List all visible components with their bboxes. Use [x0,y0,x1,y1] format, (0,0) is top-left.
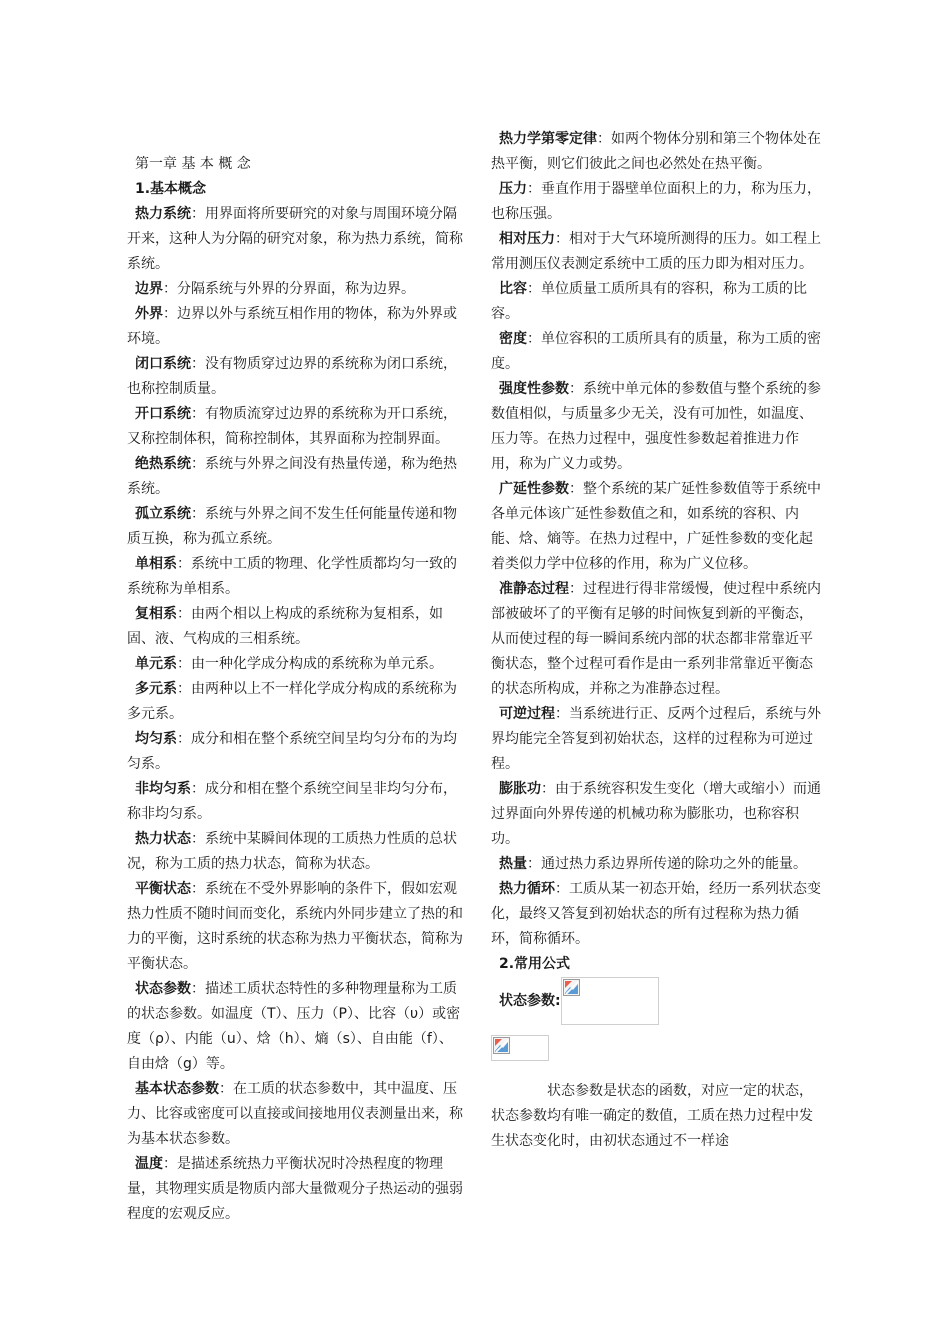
definition-term: 均匀系 [135,731,177,747]
broken-image-icon [493,1037,510,1054]
definition-text: ：相对于大气环境所测得的压力。如工程上常用测压仪表测定系统中工质的压力即为相对压力。 [491,231,821,272]
definition-term: 闭口系统 [135,356,191,372]
definition-text: ：没有物质穿过边界的系统称为闭口系统，也称控制质量。 [127,356,457,397]
definition-item [127,502,464,552]
definition-text: ：系统与外界之间没有热量传递，称为绝热系统。 [127,456,457,497]
definition-text: ：是描述系统热力平衡状况时冷热程度的物理量，其物理实质是物质内部大量微观分子热运动的强弱程度的宏观反应。 [127,1156,463,1222]
left-column [127,152,464,1227]
definition-text: ：单位容积的工质所具有的质量，称为工质的密度。 [491,331,821,372]
definition-item [127,602,464,652]
definition-text: ：如两个物体分别和第三个物体处在热平衡，则它们彼此之间也必然处在热平衡。 [491,131,821,172]
definition-item [127,277,464,302]
definition-term: 状态参数 [135,981,191,997]
broken-image-icon [563,979,580,996]
definition-item [491,277,821,327]
definition-text: ：垂直作用于器壁单位面积上的力，称为压力，也称压强。 [491,181,821,222]
definition-item [127,777,464,827]
definition-term: 压力 [499,181,527,197]
definition-text: ：成分和相在整个系统空间呈均匀分布的为均匀系。 [127,731,457,772]
definition-text: ：通过热力系边界所传递的除功之外的能量。 [527,856,807,872]
definition-item [127,202,464,277]
definition-term: 热力状态 [135,831,191,847]
definition-item [491,227,821,277]
definition-text: ：系统中单元体的参数值与整个系统的参数值相似，与质量多少无关，没有可加性，如温度、压力等。在热力过程中，强度性参数起着推进力作用，称为广义力或势。 [491,381,821,472]
definition-item [127,977,464,1077]
definition-text: ：过程进行得非常缓慢，使过程中系统内部被破坏了的平衡有足够的时间恢复到新的平衡态，从而使过程的每一瞬间系统内部的状态都非常靠近平衡状态，整个过程可看作是由一系列非常靠近平衡态的状态所构成，并称之为准静态过程。 [491,581,821,697]
definition-term: 相对压力 [499,231,555,247]
section-heading-basic-concepts: 1.基本概念 [135,181,207,197]
definition-text: ：由两个相以上构成的系统称为复相系，如固、液、气构成的三相系统。 [127,606,443,647]
definition-text: ：系统中某瞬间体现的工质热力性质的总状况，称为工质的热力状态，简称为状态。 [127,831,457,872]
left-definitions [127,202,464,1227]
definition-term: 热力学第零定律 [499,131,597,147]
definition-text: ：用界面将所要研究的对象与周围环境分隔开来，这种人为分隔的研究对象，称为热力系统，简称系统。 [127,206,463,272]
definition-item [491,477,821,577]
definition-item [491,127,821,177]
definition-item [127,877,464,977]
definition-text: ：有物质流穿过边界的系统称为开口系统，又称控制体积，简称控制体，其界面称为控制界面。 [127,406,457,447]
definition-term: 密度 [499,331,527,347]
definition-text: ：描述工质状态特性的多种物理量称为工质的状态参数。如温度（T）、压力（P）、比容（υ）或密度（ρ）、内能（u）、焓（h）、熵（s）、自由能（f）、自由焓（g）等。 [127,981,461,1072]
definition-item [127,677,464,727]
definition-text: ：整个系统的某广延性参数值等于系统中各单元体该广延性参数值之和，如系统的容积、内能、焓、熵等。在热力过程中，广延性参数的变化起着类似力学中位移的作用，称为广义位移。 [491,481,821,572]
definition-item [491,852,821,877]
definition-term: 边界 [135,281,163,297]
definition-text: ：由两种以上不一样化学成分构成的系统称为多元系。 [127,681,457,722]
definition-term: 热量 [499,856,527,872]
closing-paragraph: 状态参数是状态的函数，对应一定的状态，状态参数均有唯一确定的数值，工质在热力过程中发生状态变化时，由初状态通过不一样途 [491,1083,813,1149]
definition-term: 强度性参数 [499,381,569,397]
definition-term: 多元系 [135,681,177,697]
definition-item [127,727,464,777]
definition-item [491,777,821,852]
definition-text: ：成分和相在整个系统空间呈非均匀分布，称非均匀系。 [127,781,457,822]
formula-label: 状态参数: [499,993,561,1009]
definition-item [491,177,821,227]
definition-term: 比容 [499,281,527,297]
definition-text: ：工质从某一初态开始，经历一系列状态变化，最终又答复到初始状态的所有过程称为热力循环，简称循环。 [491,881,821,947]
definition-term: 热力系统 [135,206,191,222]
definition-text: ：单位质量工质所具有的容积，称为工质的比容。 [491,281,807,322]
chapter-title: 第一章 基 本 概 念 [135,156,251,172]
definition-term: 膨胀功 [499,781,541,797]
definition-item [127,352,464,402]
definition-text: ：分隔系统与外界的分界面，称为边界。 [163,281,415,297]
definition-text: ：在工质的状态参数中，其中温度、压力、比容或密度可以直接或间接地用仪表测量出来，称为基本状态参数。 [127,1081,463,1147]
definition-item [491,327,821,377]
definition-text: ：由于系统容积发生变化（增大或缩小）而通过界面向外界传递的机械功称为膨胀功，也称容积功。 [491,781,821,847]
definition-item [127,552,464,602]
definition-text: ：由一种化学成分构成的系统称为单元系。 [177,656,443,672]
definition-item [127,1077,464,1152]
definition-item [127,402,464,452]
definition-term: 外界 [135,306,163,322]
definition-item [127,302,464,352]
right-definitions [491,127,821,952]
section-heading-formulas: 2.常用公式 [499,956,571,972]
definition-term: 准静态过程 [499,581,569,597]
definition-item [491,377,821,477]
definition-text: ：系统在不受外界影响的条件下，假如宏观热力性质不随时间而变化，系统内外同步建立了热的和力的平衡，这时系统的状态称为热力平衡状态，简称为平衡状态。 [127,881,463,972]
definition-term: 平衡状态 [135,881,191,897]
formula-image-placeholder [561,977,659,1025]
definition-term: 非均匀系 [135,781,191,797]
definition-item [127,827,464,877]
definition-term: 广延性参数 [499,481,569,497]
definition-item [491,577,821,702]
right-column [491,127,821,1154]
definition-term: 孤立系统 [135,506,191,522]
definition-term: 开口系统 [135,406,191,422]
definition-text: ：当系统进行正、反两个过程后，系统与外界均能完全答复到初始状态，这样的过程称为可逆过程。 [491,706,821,772]
definition-term: 热力循环 [499,881,555,897]
definition-term: 单元系 [135,656,177,672]
definition-text: ：边界以外与系统互相作用的物体，称为外界或环境。 [127,306,457,347]
formula-image-placeholder-2 [491,1035,549,1061]
definition-item [491,702,821,777]
definition-text: ：系统与外界之间不发生任何能量传递和物质互换，称为孤立系统。 [127,506,457,547]
definition-item [127,1152,464,1227]
definition-item [491,877,821,952]
definition-term: 绝热系统 [135,456,191,472]
definition-term: 可逆过程 [499,706,555,722]
definition-term: 温度 [135,1156,163,1172]
definition-term: 单相系 [135,556,177,572]
definition-item [127,452,464,502]
definition-item [127,652,464,677]
formula-row [491,977,821,1027]
definition-term: 基本状态参数 [135,1081,219,1097]
definition-term: 复相系 [135,606,177,622]
definition-text: ：系统中工质的物理、化学性质都均匀一致的系统称为单相系。 [127,556,457,597]
